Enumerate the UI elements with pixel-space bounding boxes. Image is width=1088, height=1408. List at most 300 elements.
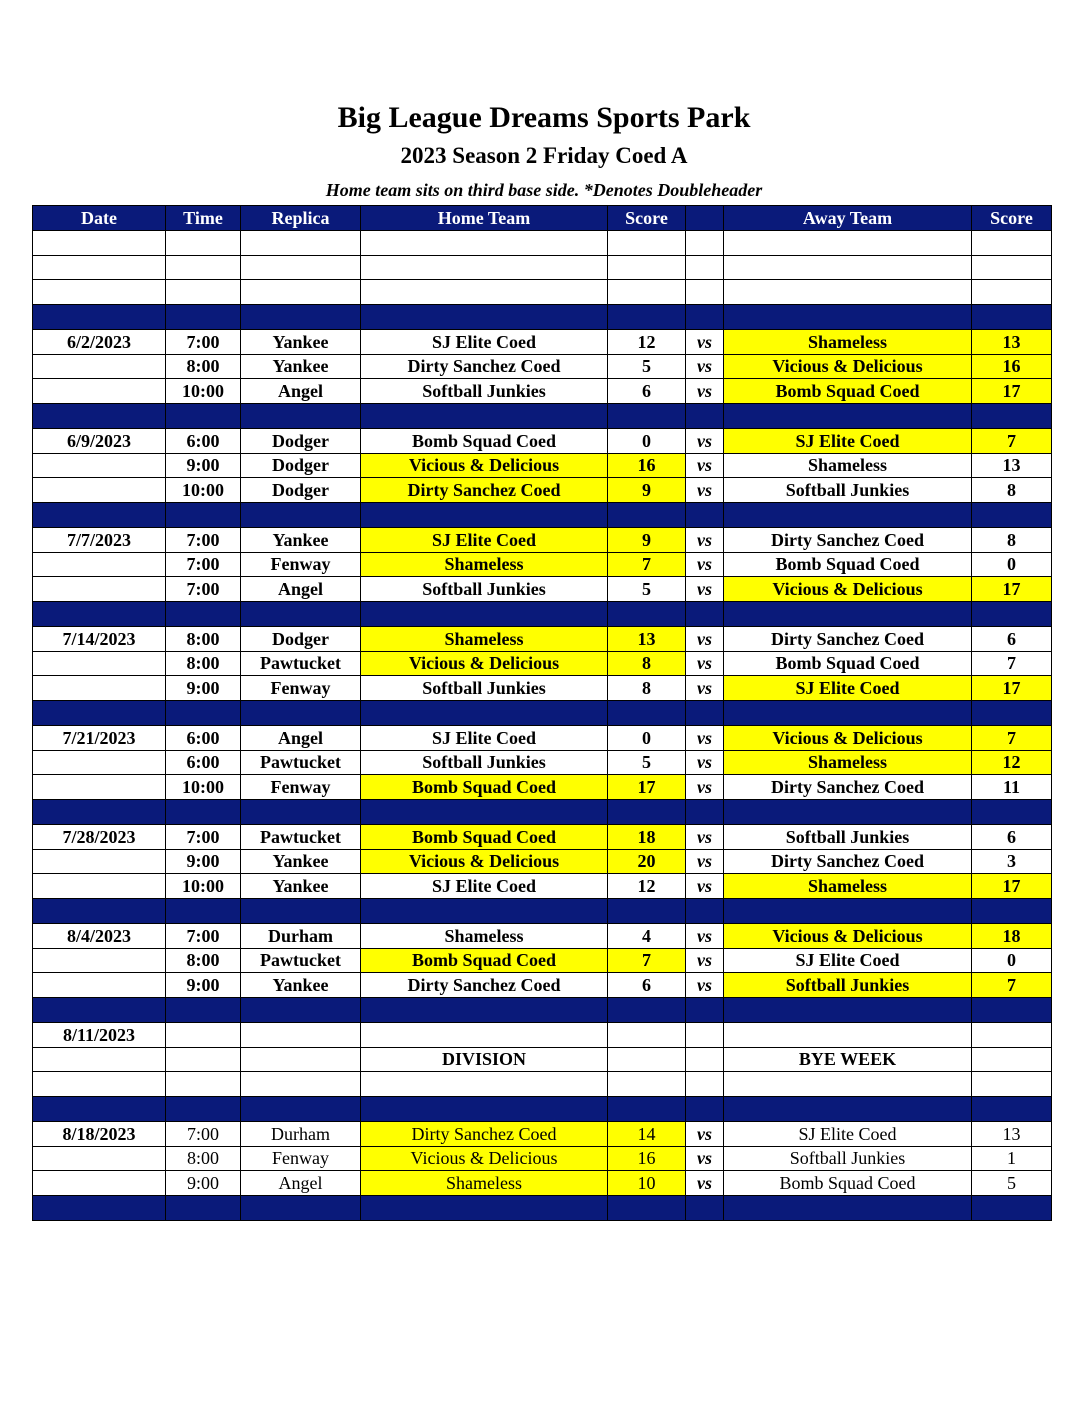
vs-cell	[686, 1047, 724, 1072]
away-team-cell: Softball Junkies	[724, 973, 972, 998]
home-team-cell: Bomb Squad Coed	[361, 948, 608, 973]
away-team-cell	[724, 230, 972, 255]
date-cell	[33, 404, 166, 429]
replica-cell	[241, 305, 361, 330]
home-score-cell: 8	[608, 676, 686, 701]
replica-cell: Durham	[241, 923, 361, 948]
away-team-cell: Dirty Sanchez Coed	[724, 626, 972, 651]
home-score-cell	[608, 899, 686, 924]
away-team-cell	[724, 800, 972, 825]
vs-cell	[686, 1022, 724, 1047]
date-cell	[33, 1171, 166, 1196]
away-team-cell: Dirty Sanchez Coed	[724, 527, 972, 552]
away-team-cell: BYE WEEK	[724, 1047, 972, 1072]
week-separator-row	[33, 503, 1052, 528]
date-cell	[33, 1072, 166, 1097]
blank-row	[33, 1072, 1052, 1097]
home-score-cell: 9	[608, 527, 686, 552]
week-separator-row	[33, 305, 1052, 330]
time-cell: 9:00	[166, 849, 241, 874]
replica-cell: Dodger	[241, 626, 361, 651]
away-team-cell	[724, 602, 972, 627]
away-score-cell: 17	[972, 874, 1052, 899]
away-score-cell	[972, 1072, 1052, 1097]
away-score-cell	[972, 305, 1052, 330]
page-subtitle: 2023 Season 2 Friday Coed A	[400, 143, 688, 168]
home-team-cell	[361, 899, 608, 924]
away-score-cell	[972, 280, 1052, 305]
time-cell	[166, 1097, 241, 1122]
replica-cell: Pawtucket	[241, 948, 361, 973]
time-cell	[166, 998, 241, 1023]
away-team-cell	[724, 1072, 972, 1097]
time-cell	[166, 404, 241, 429]
page-title: Big League Dreams Sports Park	[337, 101, 751, 134]
home-score-cell: 7	[608, 552, 686, 577]
home-team-cell	[361, 1022, 608, 1047]
home-score-cell	[608, 800, 686, 825]
home-score-cell: 18	[608, 824, 686, 849]
game-row	[33, 1171, 1052, 1196]
schedule-table	[32, 205, 1052, 1221]
vs-cell: vs	[686, 874, 724, 899]
away-team-cell: Softball Junkies	[724, 478, 972, 503]
home-score-cell	[608, 701, 686, 726]
away-score-cell: 17	[972, 379, 1052, 404]
date-cell	[33, 998, 166, 1023]
home-team-cell: Shameless	[361, 1171, 608, 1196]
home-team-cell: Shameless	[361, 923, 608, 948]
away-score-cell	[972, 503, 1052, 528]
away-score-cell: 7	[972, 973, 1052, 998]
replica-cell: Fenway	[241, 1146, 361, 1171]
home-team-cell	[361, 800, 608, 825]
home-score-cell: 5	[608, 354, 686, 379]
home-score-cell: 10	[608, 1171, 686, 1196]
time-cell	[166, 800, 241, 825]
vs-cell: vs	[686, 973, 724, 998]
away-score-cell	[972, 1097, 1052, 1122]
away-team-cell: Dirty Sanchez Coed	[724, 775, 972, 800]
replica-cell	[241, 800, 361, 825]
time-cell: 10:00	[166, 379, 241, 404]
replica-cell: Dodger	[241, 453, 361, 478]
away-team-cell	[724, 1196, 972, 1221]
vs-cell	[686, 280, 724, 305]
replica-cell: Fenway	[241, 775, 361, 800]
home-team-cell	[361, 602, 608, 627]
home-team-cell: SJ Elite Coed	[361, 527, 608, 552]
vs-cell	[686, 230, 724, 255]
date-cell	[33, 1196, 166, 1221]
replica-cell: Fenway	[241, 676, 361, 701]
home-score-cell: 5	[608, 577, 686, 602]
game-row	[33, 1146, 1052, 1171]
replica-cell: Durham	[241, 1121, 361, 1146]
blank-row	[33, 280, 1052, 305]
away-score-cell: 5	[972, 1171, 1052, 1196]
away-score-cell: 0	[972, 552, 1052, 577]
home-team-cell: SJ Elite Coed	[361, 725, 608, 750]
vs-cell	[686, 305, 724, 330]
column-header-replica: Replica	[241, 206, 361, 231]
date-cell	[33, 1097, 166, 1122]
game-row	[33, 428, 1052, 453]
away-team-cell: Softball Junkies	[724, 824, 972, 849]
away-team-cell: SJ Elite Coed	[724, 428, 972, 453]
time-cell: 9:00	[166, 676, 241, 701]
vs-cell: vs	[686, 428, 724, 453]
home-score-cell: 4	[608, 923, 686, 948]
away-team-cell: Bomb Squad Coed	[724, 651, 972, 676]
away-score-cell: 3	[972, 849, 1052, 874]
away-team-cell: SJ Elite Coed	[724, 676, 972, 701]
home-score-cell: 16	[608, 453, 686, 478]
column-header-vs	[686, 206, 724, 231]
date-cell: 7/21/2023	[33, 725, 166, 750]
vs-cell: vs	[686, 725, 724, 750]
time-cell	[166, 701, 241, 726]
away-score-cell: 11	[972, 775, 1052, 800]
away-team-cell: Vicious & Delicious	[724, 725, 972, 750]
column-header-home-score: Score	[608, 206, 686, 231]
home-team-cell	[361, 305, 608, 330]
vs-cell	[686, 255, 724, 280]
away-team-cell: Vicious & Delicious	[724, 354, 972, 379]
date-cell: 8/18/2023	[33, 1121, 166, 1146]
date-cell	[33, 849, 166, 874]
away-score-cell	[972, 255, 1052, 280]
home-score-cell	[608, 305, 686, 330]
replica-cell: Pawtucket	[241, 750, 361, 775]
away-score-cell: 16	[972, 354, 1052, 379]
home-team-cell: DIVISION	[361, 1047, 608, 1072]
away-score-cell: 8	[972, 478, 1052, 503]
replica-cell: Yankee	[241, 874, 361, 899]
vs-cell: vs	[686, 552, 724, 577]
home-score-cell: 8	[608, 651, 686, 676]
time-cell: 7:00	[166, 577, 241, 602]
week-separator-row	[33, 701, 1052, 726]
week-separator-row	[33, 1097, 1052, 1122]
week-separator-row	[33, 602, 1052, 627]
date-cell	[33, 1146, 166, 1171]
away-team-cell: Dirty Sanchez Coed	[724, 849, 972, 874]
away-team-cell: Shameless	[724, 329, 972, 354]
vs-cell: vs	[686, 354, 724, 379]
replica-cell: Yankee	[241, 329, 361, 354]
home-score-cell: 13	[608, 626, 686, 651]
away-score-cell: 17	[972, 676, 1052, 701]
home-team-cell	[361, 255, 608, 280]
time-cell	[166, 255, 241, 280]
date-cell	[33, 651, 166, 676]
time-cell: 7:00	[166, 824, 241, 849]
replica-cell: Angel	[241, 1171, 361, 1196]
game-row	[33, 824, 1052, 849]
game-row	[33, 874, 1052, 899]
date-cell	[33, 577, 166, 602]
date-cell	[33, 676, 166, 701]
home-team-cell: Shameless	[361, 552, 608, 577]
vs-cell: vs	[686, 750, 724, 775]
home-score-cell	[608, 998, 686, 1023]
game-row	[33, 775, 1052, 800]
vs-cell	[686, 1072, 724, 1097]
vs-cell: vs	[686, 948, 724, 973]
time-cell	[166, 305, 241, 330]
column-header-date: Date	[33, 206, 166, 231]
time-cell: 8:00	[166, 1146, 241, 1171]
date-cell	[33, 255, 166, 280]
away-team-cell: Bomb Squad Coed	[724, 379, 972, 404]
away-score-cell	[972, 1022, 1052, 1047]
time-cell	[166, 230, 241, 255]
away-team-cell	[724, 255, 972, 280]
away-team-cell: Softball Junkies	[724, 1146, 972, 1171]
replica-cell	[241, 404, 361, 429]
time-cell: 9:00	[166, 1171, 241, 1196]
home-team-cell	[361, 701, 608, 726]
game-row	[33, 354, 1052, 379]
home-score-cell: 5	[608, 750, 686, 775]
date-cell	[33, 899, 166, 924]
home-team-cell	[361, 1097, 608, 1122]
date-cell	[33, 602, 166, 627]
home-team-cell: Vicious & Delicious	[361, 453, 608, 478]
replica-cell	[241, 899, 361, 924]
replica-cell	[241, 1047, 361, 1072]
home-score-cell	[608, 230, 686, 255]
time-cell	[166, 1047, 241, 1072]
time-cell	[166, 602, 241, 627]
replica-cell: Pawtucket	[241, 824, 361, 849]
home-team-cell: Softball Junkies	[361, 750, 608, 775]
away-team-cell	[724, 701, 972, 726]
home-score-cell	[608, 1196, 686, 1221]
time-cell: 7:00	[166, 1121, 241, 1146]
week-separator-row	[33, 404, 1052, 429]
replica-cell	[241, 230, 361, 255]
vs-cell	[686, 1097, 724, 1122]
vs-cell	[686, 1196, 724, 1221]
home-team-cell: Dirty Sanchez Coed	[361, 973, 608, 998]
home-score-cell: 7	[608, 948, 686, 973]
game-row	[33, 948, 1052, 973]
vs-cell: vs	[686, 527, 724, 552]
date-cell	[33, 354, 166, 379]
home-team-cell: Softball Junkies	[361, 379, 608, 404]
home-score-cell: 6	[608, 379, 686, 404]
date-cell	[33, 552, 166, 577]
away-score-cell: 13	[972, 329, 1052, 354]
away-team-cell: Shameless	[724, 453, 972, 478]
week-separator-row	[33, 899, 1052, 924]
time-cell: 7:00	[166, 552, 241, 577]
replica-cell: Angel	[241, 379, 361, 404]
home-team-cell: Dirty Sanchez Coed	[361, 1121, 608, 1146]
home-score-cell: 17	[608, 775, 686, 800]
home-team-cell: Bomb Squad Coed	[361, 775, 608, 800]
game-row	[33, 379, 1052, 404]
column-header-home-team: Home Team	[361, 206, 608, 231]
away-score-cell	[972, 701, 1052, 726]
home-team-cell: Vicious & Delicious	[361, 1146, 608, 1171]
replica-cell	[241, 255, 361, 280]
game-row	[33, 329, 1052, 354]
away-team-cell: Bomb Squad Coed	[724, 1171, 972, 1196]
date-cell: 7/14/2023	[33, 626, 166, 651]
replica-cell: Pawtucket	[241, 651, 361, 676]
bye-week-row	[33, 1047, 1052, 1072]
home-score-cell: 0	[608, 428, 686, 453]
vs-cell	[686, 404, 724, 429]
vs-cell: vs	[686, 1146, 724, 1171]
replica-cell	[241, 602, 361, 627]
home-team-cell	[361, 998, 608, 1023]
time-cell: 10:00	[166, 478, 241, 503]
time-cell: 6:00	[166, 750, 241, 775]
home-score-cell: 12	[608, 329, 686, 354]
column-header-away-team: Away Team	[724, 206, 972, 231]
game-row	[33, 676, 1052, 701]
date-cell: 6/9/2023	[33, 428, 166, 453]
replica-cell: Dodger	[241, 428, 361, 453]
replica-cell	[241, 998, 361, 1023]
date-cell: 6/2/2023	[33, 329, 166, 354]
replica-cell: Yankee	[241, 973, 361, 998]
home-score-cell	[608, 404, 686, 429]
home-score-cell: 9	[608, 478, 686, 503]
vs-cell: vs	[686, 478, 724, 503]
away-score-cell: 1	[972, 1146, 1052, 1171]
home-score-cell: 0	[608, 725, 686, 750]
away-team-cell	[724, 280, 972, 305]
away-team-cell: Bomb Squad Coed	[724, 552, 972, 577]
date-cell: 8/4/2023	[33, 923, 166, 948]
home-team-cell: Vicious & Delicious	[361, 651, 608, 676]
home-score-cell	[608, 255, 686, 280]
game-row	[33, 923, 1052, 948]
home-score-cell	[608, 1097, 686, 1122]
time-cell: 7:00	[166, 923, 241, 948]
home-score-cell: 14	[608, 1121, 686, 1146]
game-row	[33, 651, 1052, 676]
home-team-cell: Shameless	[361, 626, 608, 651]
away-score-cell: 7	[972, 651, 1052, 676]
date-cell	[33, 874, 166, 899]
vs-cell: vs	[686, 923, 724, 948]
away-team-cell	[724, 899, 972, 924]
away-team-cell	[724, 503, 972, 528]
date-cell	[33, 775, 166, 800]
home-score-cell	[608, 1022, 686, 1047]
away-team-cell	[724, 998, 972, 1023]
time-cell	[166, 1196, 241, 1221]
vs-cell: vs	[686, 577, 724, 602]
table-header-row	[33, 206, 1052, 231]
vs-cell: vs	[686, 849, 724, 874]
bye-week-row	[33, 1022, 1052, 1047]
vs-cell: vs	[686, 379, 724, 404]
home-score-cell: 16	[608, 1146, 686, 1171]
away-score-cell: 7	[972, 725, 1052, 750]
away-team-cell	[724, 305, 972, 330]
replica-cell: Yankee	[241, 849, 361, 874]
replica-cell	[241, 1022, 361, 1047]
replica-cell	[241, 701, 361, 726]
time-cell: 6:00	[166, 428, 241, 453]
away-score-cell: 18	[972, 923, 1052, 948]
away-score-cell: 6	[972, 824, 1052, 849]
home-score-cell	[608, 1072, 686, 1097]
vs-cell: vs	[686, 1171, 724, 1196]
away-score-cell	[972, 998, 1052, 1023]
away-score-cell: 13	[972, 1121, 1052, 1146]
date-cell	[33, 503, 166, 528]
game-row	[33, 626, 1052, 651]
column-header-time: Time	[166, 206, 241, 231]
date-cell: 7/28/2023	[33, 824, 166, 849]
home-team-cell: Bomb Squad Coed	[361, 824, 608, 849]
time-cell: 10:00	[166, 874, 241, 899]
away-score-cell: 17	[972, 577, 1052, 602]
away-score-cell	[972, 602, 1052, 627]
time-cell: 8:00	[166, 354, 241, 379]
replica-cell	[241, 1072, 361, 1097]
home-score-cell	[608, 1047, 686, 1072]
time-cell	[166, 280, 241, 305]
time-cell: 9:00	[166, 453, 241, 478]
home-team-cell	[361, 503, 608, 528]
time-cell: 9:00	[166, 973, 241, 998]
date-cell	[33, 379, 166, 404]
home-team-cell: Dirty Sanchez Coed	[361, 354, 608, 379]
home-score-cell	[608, 602, 686, 627]
date-cell	[33, 305, 166, 330]
vs-cell: vs	[686, 651, 724, 676]
vs-cell: vs	[686, 329, 724, 354]
away-team-cell: Shameless	[724, 750, 972, 775]
game-row	[33, 750, 1052, 775]
time-cell: 10:00	[166, 775, 241, 800]
vs-cell	[686, 701, 724, 726]
home-team-cell: Bomb Squad Coed	[361, 428, 608, 453]
game-row	[33, 552, 1052, 577]
schedule-note: Home team sits on third base side. *Denotes Doubleheader	[325, 180, 763, 200]
replica-cell	[241, 503, 361, 528]
week-separator-row	[33, 800, 1052, 825]
replica-cell: Angel	[241, 577, 361, 602]
away-score-cell: 13	[972, 453, 1052, 478]
away-score-cell	[972, 800, 1052, 825]
time-cell	[166, 1022, 241, 1047]
home-team-cell: SJ Elite Coed	[361, 329, 608, 354]
away-team-cell: Shameless	[724, 874, 972, 899]
game-row	[33, 1121, 1052, 1146]
home-team-cell	[361, 230, 608, 255]
vs-cell	[686, 998, 724, 1023]
away-team-cell	[724, 1022, 972, 1047]
home-team-cell: SJ Elite Coed	[361, 874, 608, 899]
away-score-cell: 0	[972, 948, 1052, 973]
date-cell	[33, 750, 166, 775]
away-team-cell: SJ Elite Coed	[724, 948, 972, 973]
home-team-cell: Dirty Sanchez Coed	[361, 478, 608, 503]
away-score-cell: 12	[972, 750, 1052, 775]
home-score-cell	[608, 280, 686, 305]
replica-cell	[241, 280, 361, 305]
